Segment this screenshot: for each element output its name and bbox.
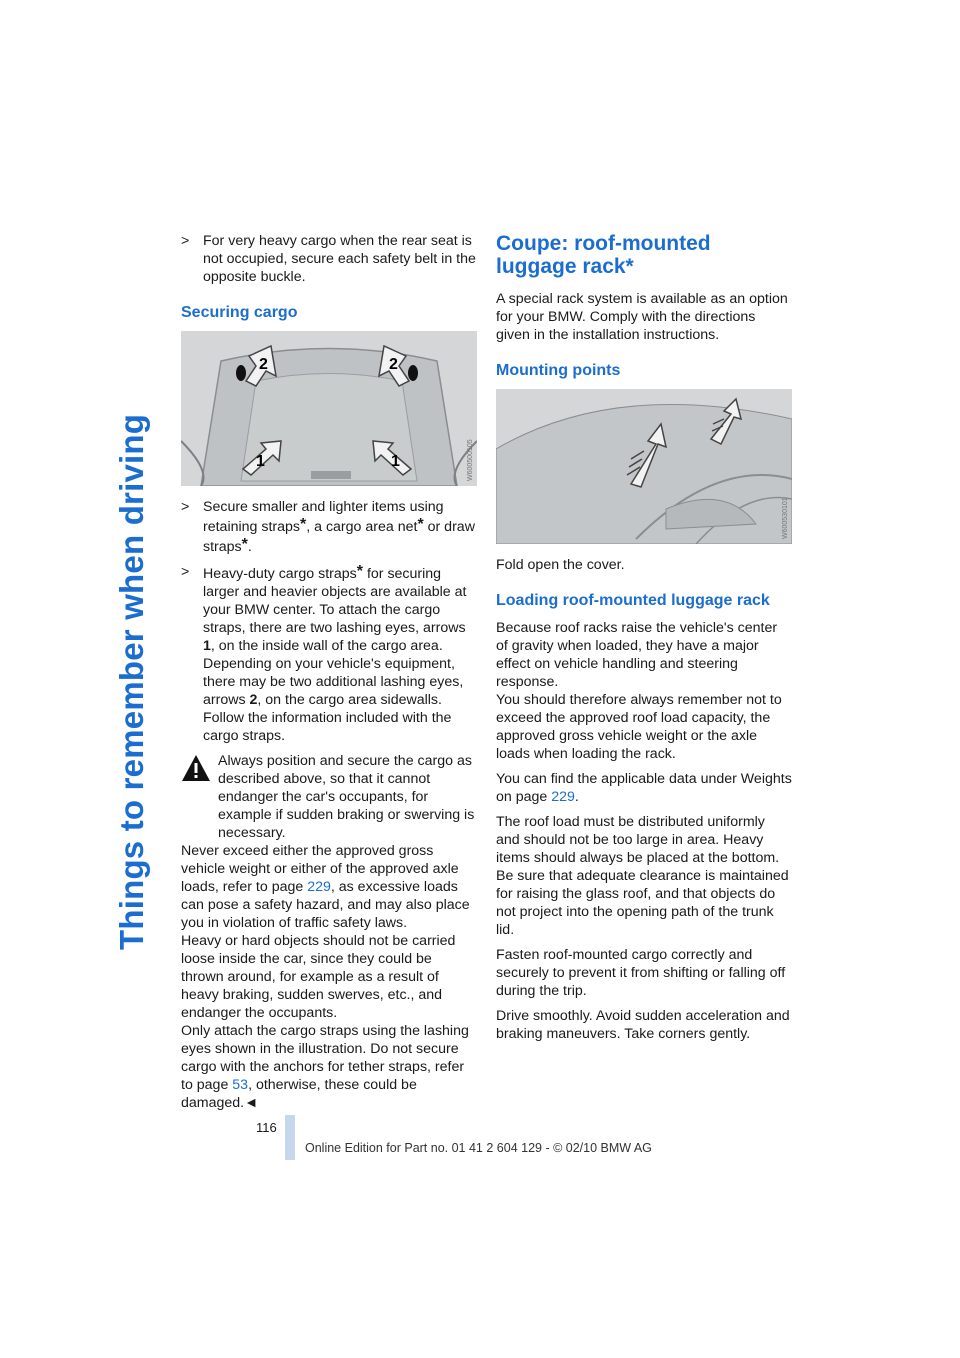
roof-illustration: [496, 389, 792, 544]
intro-bullet-text: For very heavy cargo when the rear seat is not occupied, secure each safety belt in the opposite buckle.: [203, 233, 476, 285]
bullet2-text: Heavy-duty cargo straps* for securing larger and heavier objects are available at your BMW center. To attach the cargo straps, there are two lashing eyes, arrows 1, on the inside wall of the cargo area. Depending on your vehicle's equipment, there may be two additional lashing eyes, arrows 2, on the cargo area sidewalls. Follow the information included with the cargo straps.: [203, 563, 467, 744]
mounting-points-heading: Mounting points: [496, 362, 621, 379]
cargo-area-figure: [181, 331, 477, 486]
page-link-53[interactable]: 53: [232, 1077, 249, 1093]
page-link-229[interactable]: 229: [307, 879, 331, 895]
bullet1-text: Secure smaller and lighter items using retaining straps*, a cargo area net* or draw straps*.: [203, 499, 475, 555]
arrow-label-2-right: 2: [389, 356, 398, 373]
arrow-label-1-right: 1: [391, 453, 400, 470]
page-number: 116: [256, 1120, 277, 1135]
loading-paragraph-5: Drive smoothly. Avoid sudden acceleration and braking maneuvers. Take corners gently.: [496, 1008, 790, 1042]
intro-bullet: [181, 232, 477, 286]
chapter-side-title: [113, 230, 153, 950]
loading-paragraph-4: Fasten roof-mounted cargo correctly and securely to prevent it from shifting or falling off during the trip.: [496, 947, 786, 999]
footer-edition: Online Edition for Part no. 01 41 2 604 129 - © 02/10 BMW AG: [305, 1141, 652, 1155]
bullet-retaining-straps: [181, 498, 477, 556]
figure-code: W600500105: [467, 439, 474, 481]
warning-paragraph-1: Always position and secure the cargo as described above, so that it cannot endanger the car's occupants, for example if sudden braking or swerving is necessary.: [218, 753, 475, 841]
arrow-label-1-left: 1: [256, 453, 265, 470]
roof-mounting-figure: [496, 389, 792, 544]
warning-paragraph-2: Never exceed either the approved gross vehicle weight or either of the approved axle loads, refer to page 229, as excessive loads can pose a safety hazard, and may also place you in violation of traffic safety laws.: [181, 843, 470, 931]
chapter-title-text: Things to remember when driving: [113, 413, 150, 950]
figure-code: W600530101: [782, 497, 789, 539]
warning-paragraph-4: Only attach the cargo straps using the lashing eyes shown in the illustration. Do not secure cargo with the anchors for tether straps, refer to page 53, otherwise, these could be damaged.◄: [181, 1023, 469, 1111]
footer-accent-bar: [285, 1115, 295, 1160]
bullet-marker: >: [181, 233, 190, 249]
warning-triangle-icon: [181, 754, 211, 782]
lashing-eye-upper-left: [236, 365, 246, 381]
loading-paragraph-2: You can find the applicable data under Weights on page 229.: [496, 771, 792, 805]
bullet-marker: >: [181, 564, 190, 580]
lashing-eye-upper-right: [408, 365, 418, 381]
fold-open-text: Fold open the cover.: [496, 557, 625, 573]
bullet-heavy-duty-straps: [181, 563, 477, 745]
roof-rack-heading: Coupe: roof-mounted luggage rack*: [496, 232, 711, 278]
loading-paragraph-1b: You should therefore always remember not to exceed the approved roof load capacity, the approved gross vehicle weight or the axle loads when loading the rack.: [496, 692, 782, 762]
warning-note: [181, 752, 477, 1112]
securing-cargo-heading: Securing cargo: [181, 304, 298, 321]
trunk-illustration: [181, 331, 477, 486]
left-column: [181, 232, 477, 1119]
loading-paragraph-1: Because roof racks raise the vehicle's center of gravity when loaded, they have a major effect on vehicle handling and steering response.: [496, 620, 778, 690]
roof-rack-intro: A special rack system is available as an option for your BMW. Comply with the directions given in the installation instructions.: [496, 291, 788, 343]
loading-paragraph-3: The roof load must be distributed uniformly and should not be too large in area. Heavy items should always be placed at the bottom. Be sure that adequate clearance is maintained for raising the glass roof, and that objects do not project into the opening path of the trunk lid.: [496, 814, 789, 938]
warning-paragraph-3: Heavy or hard objects should not be carried loose inside the car, since they could be thrown around, for example as a result of heavy braking, sudden swerves, etc., and endanger the occupants.: [181, 933, 456, 1021]
bullet-marker: >: [181, 499, 190, 515]
arrow-label-2-left: 2: [259, 356, 268, 373]
end-marker: ◄: [244, 1095, 259, 1111]
page-link-229-right[interactable]: 229: [551, 789, 575, 805]
right-column: [496, 232, 792, 1050]
loading-rack-heading: Loading roof-mounted luggage rack: [496, 592, 770, 609]
